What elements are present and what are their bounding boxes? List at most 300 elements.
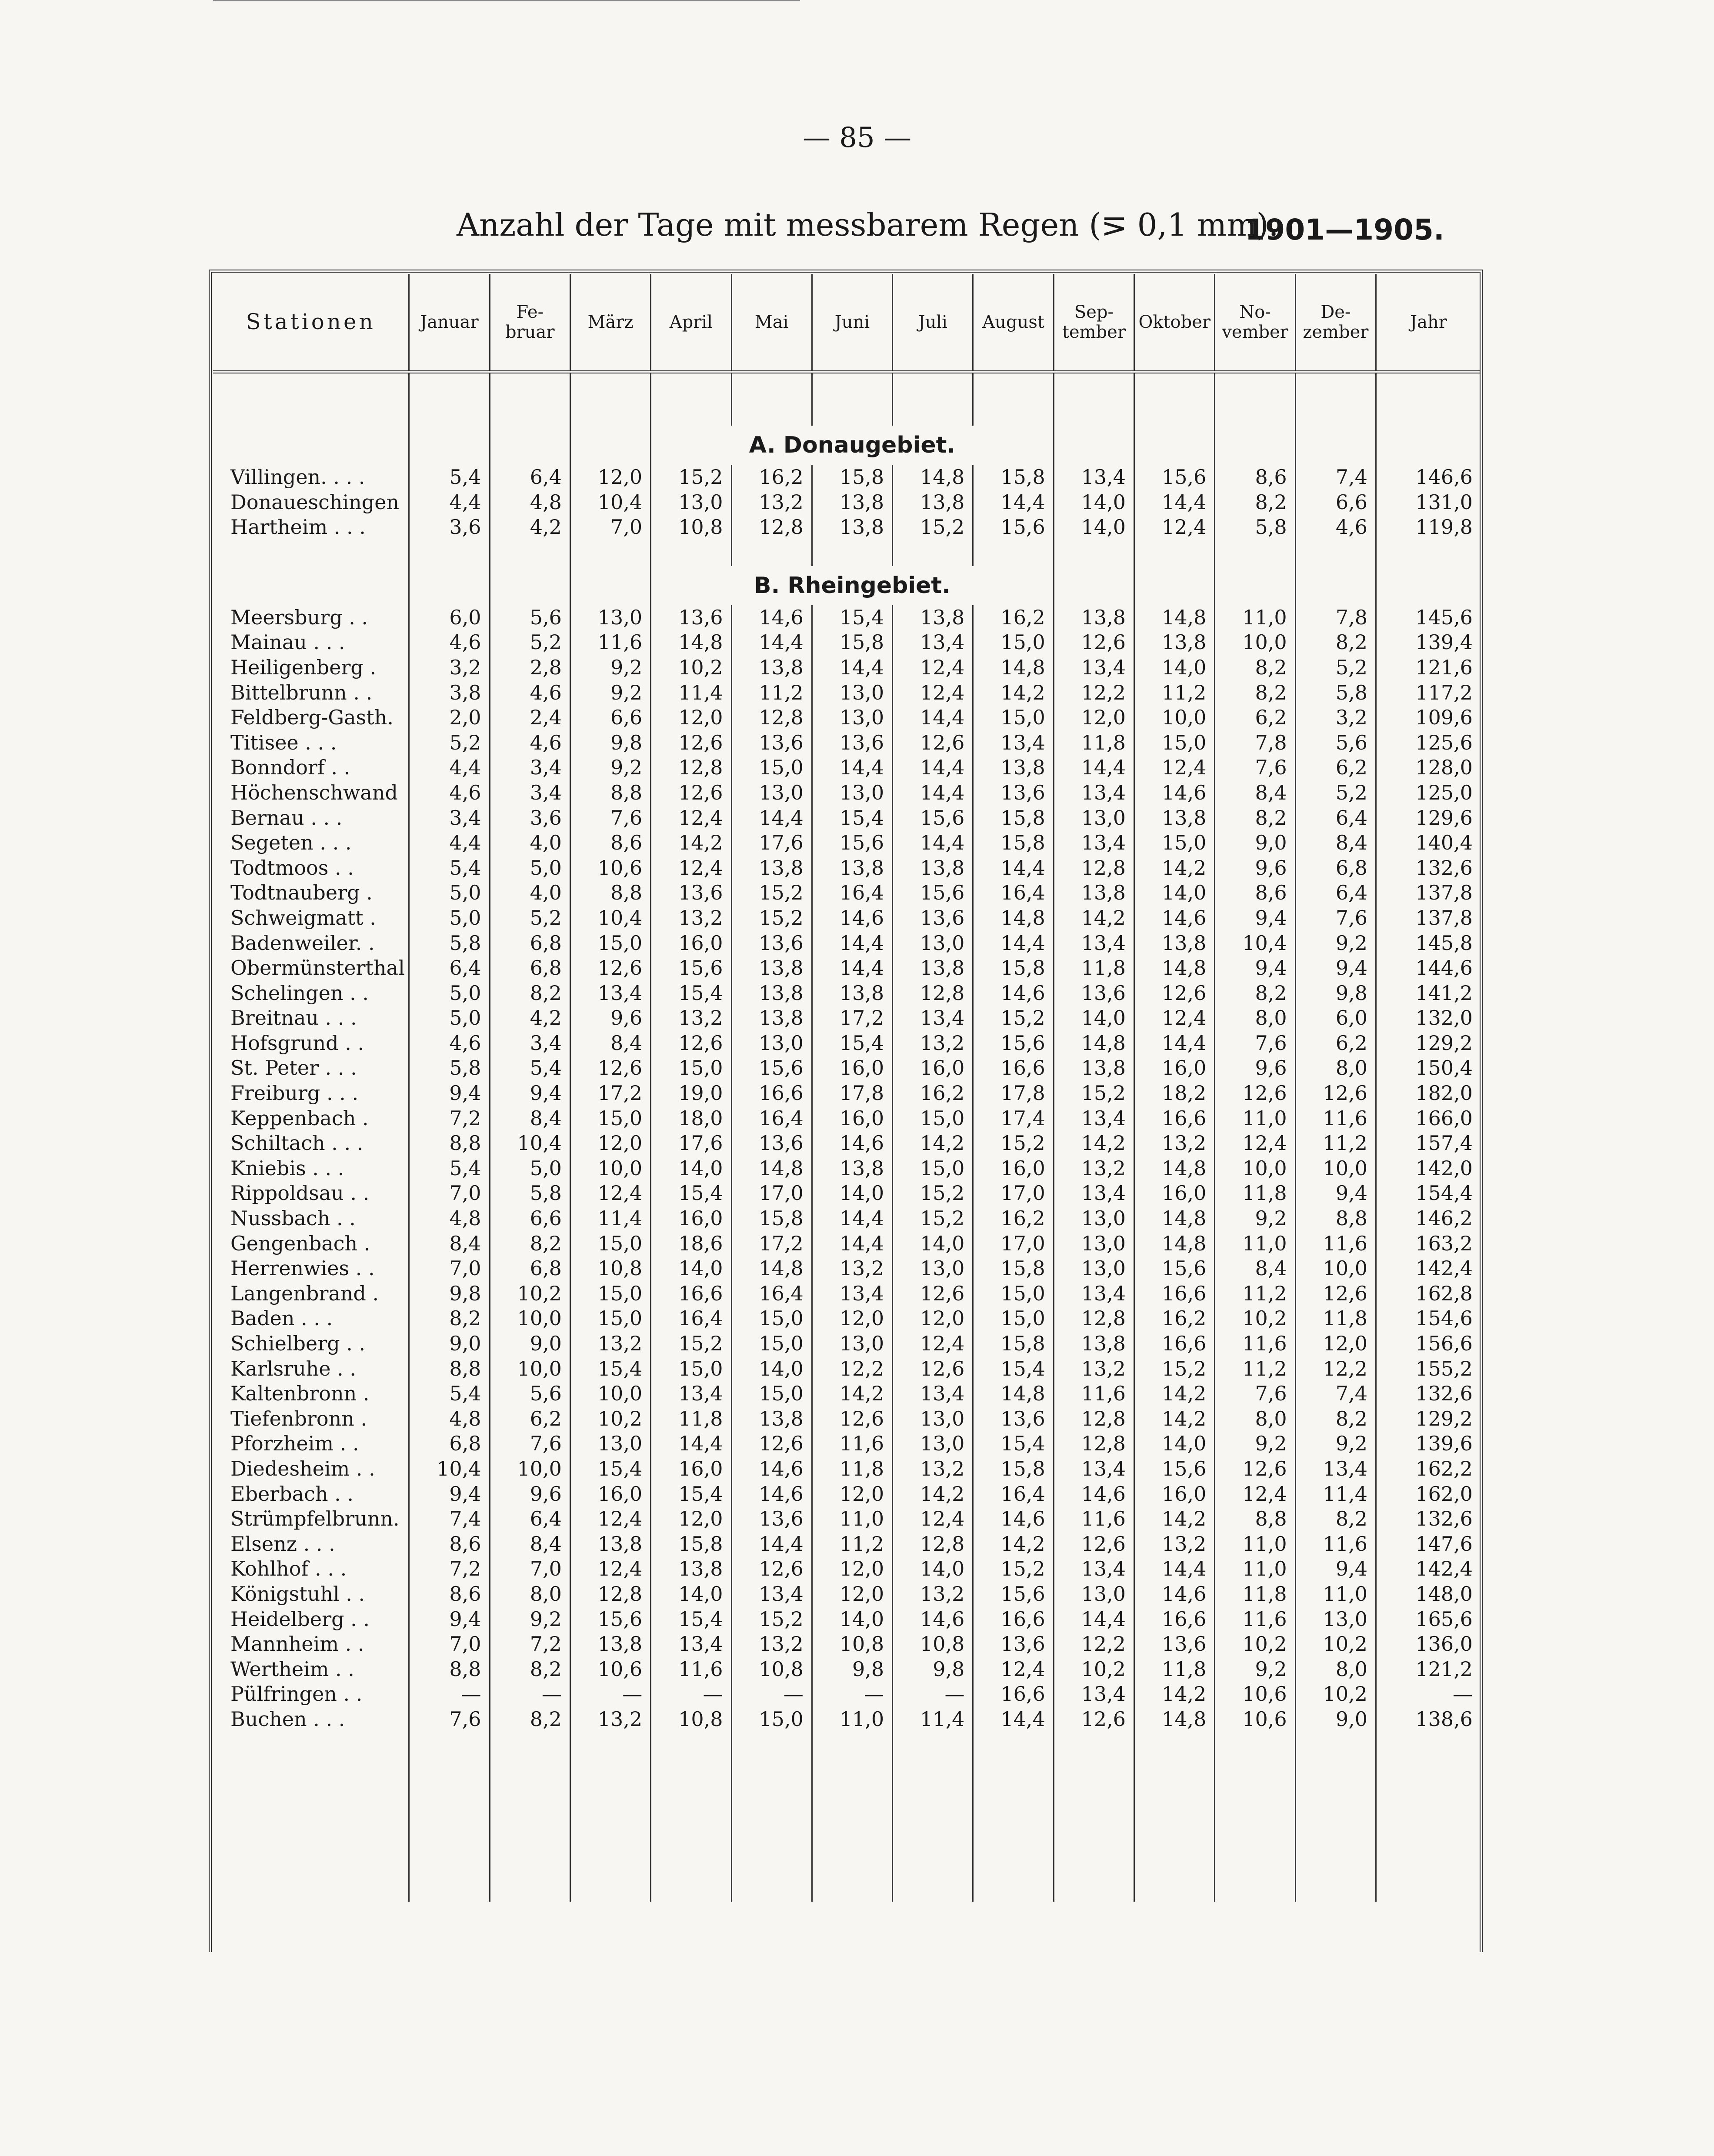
value-cell: 7,6 (1215, 1031, 1295, 1056)
value-cell: 8,2 (490, 981, 570, 1006)
value-cell: 14,4 (812, 655, 892, 680)
table-row (213, 806, 1481, 831)
value-cell: 13,0 (570, 605, 650, 630)
section-spacer-cell (893, 540, 973, 566)
table-row (213, 515, 1481, 540)
value-cell: 162,2 (1415, 1456, 1473, 1480)
value-cell: 12,6 (1295, 1081, 1376, 1106)
value-cell: 17,8 (973, 1081, 1054, 1106)
value-cell: 14,4 (812, 1231, 892, 1256)
value-cell: 10,0 (490, 1306, 570, 1331)
value-cell: 13,4 (893, 1381, 973, 1406)
section-spacer-cell (1215, 372, 1295, 426)
value-cell: 162,0 (1415, 1482, 1473, 1506)
value-cell: 15,0 (651, 1056, 731, 1081)
value-cell: 13,2 (1134, 1131, 1215, 1156)
value-cell: 13,4 (1054, 1106, 1134, 1131)
section-header-cell (1376, 566, 1481, 605)
value-cell: 15,0 (1134, 830, 1215, 856)
value-cell: 6,4 (490, 1506, 570, 1532)
station-name: Segeten . . . (213, 830, 409, 856)
value-cell: 12,6 (1295, 1281, 1376, 1306)
value-cell: 6,4 (1295, 880, 1376, 906)
value-cell: 13,6 (731, 1506, 812, 1532)
section-spacer-cell (1134, 372, 1215, 426)
value-cell: 13,2 (731, 490, 812, 515)
station-name: Strümpfelbrunn. (213, 1506, 409, 1532)
value-cell: 8,2 (409, 1306, 490, 1331)
value-cell: 8,2 (1215, 680, 1295, 706)
value-cell: 15,6 (1134, 465, 1215, 490)
table-fill-cell (409, 1732, 490, 1902)
value-cell: 6,2 (490, 1406, 570, 1432)
value-cell: 11,0 (1295, 1582, 1376, 1607)
station-name: Nussbach . . (213, 1206, 409, 1231)
value-cell: — (409, 1682, 490, 1707)
value-cell: 13,2 (893, 1582, 973, 1607)
section-header-cell (490, 566, 570, 605)
value-cell: 14,2 (1134, 1506, 1215, 1532)
value-cell: 13,8 (1054, 1331, 1134, 1356)
value-cell: 3,4 (490, 755, 570, 780)
value-cell: 18,0 (651, 1106, 731, 1131)
value-cell: 117,2 (1415, 680, 1473, 704)
value-cell: 10,4 (409, 1456, 490, 1482)
value-cell: 11,8 (1215, 1582, 1295, 1607)
value-cell: 11,8 (1295, 1306, 1376, 1331)
value-cell: 4,8 (409, 1206, 490, 1231)
value-cell: 18,2 (1134, 1081, 1215, 1106)
value-cell: 13,0 (570, 1431, 650, 1456)
value-cell: 5,8 (1295, 680, 1376, 706)
value-cell: 12,6 (731, 1431, 812, 1456)
station-name: Wertheim . . (213, 1657, 409, 1682)
value-cell: 10,2 (1054, 1657, 1134, 1682)
value-cell: 13,6 (973, 780, 1054, 806)
station-name: Heiligenberg . (213, 655, 409, 680)
value-cell: 15,0 (973, 630, 1054, 655)
col-header-november-text: No- vember (1222, 302, 1288, 342)
value-cell: 4,4 (409, 830, 490, 856)
value-cell: 13,2 (570, 1707, 650, 1732)
value-cell: 6,2 (1295, 755, 1376, 780)
value-cell: 10,4 (490, 1131, 570, 1156)
col-header-september (1054, 274, 1134, 372)
value-cell: 14,8 (1054, 1031, 1134, 1056)
value-cell: 12,6 (812, 1406, 892, 1432)
value-cell: 129,2 (1415, 1406, 1473, 1430)
value-cell: 15,0 (570, 931, 650, 956)
value-cell: 17,4 (973, 1106, 1054, 1131)
section-header-cell (490, 426, 570, 465)
value-cell: 8,2 (1295, 1506, 1376, 1532)
value-cell: 13,6 (973, 1406, 1054, 1432)
value-cell: 15,2 (973, 1131, 1054, 1156)
value-cell: 11,0 (812, 1506, 892, 1532)
value-cell: 8,6 (570, 830, 650, 856)
value-cell: 139,4 (1415, 630, 1473, 654)
value-cell: 10,0 (570, 1156, 650, 1181)
value-cell: 11,0 (1215, 1231, 1295, 1256)
station-name: Bittelbrunn . . (213, 680, 409, 706)
value-cell: 16,6 (973, 1607, 1054, 1632)
value-cell: 7,4 (1295, 465, 1376, 490)
table-row (213, 1682, 1481, 1707)
col-header-august: August (973, 274, 1054, 372)
table-fill-cell (1295, 1732, 1376, 1902)
section-title: B. Rheingebiet. (754, 572, 951, 599)
value-cell: 12,8 (651, 755, 731, 780)
col-header-jahr: Jahr (1376, 274, 1481, 372)
value-cell: 10,0 (1295, 1156, 1376, 1181)
section-spacer-cell (1054, 540, 1134, 566)
value-cell: 10,0 (570, 1381, 650, 1406)
value-cell: 15,4 (651, 1607, 731, 1632)
value-cell: 14,2 (893, 1482, 973, 1507)
year-range: 1901—1905. (1245, 213, 1444, 247)
value-cell: 14,4 (731, 806, 812, 831)
value-cell: 3,8 (409, 680, 490, 706)
value-cell: — (731, 1682, 812, 1707)
value-cell: 11,2 (1134, 680, 1215, 706)
table-row (213, 730, 1481, 756)
value-cell: 8,0 (1295, 1056, 1376, 1081)
value-cell: 15,4 (651, 1482, 731, 1507)
value-cell: 11,0 (1215, 1532, 1295, 1557)
station-name: Schelingen . . (213, 981, 409, 1006)
value-cell: 3,6 (409, 515, 490, 540)
value-cell: 14,0 (1054, 490, 1134, 515)
value-cell: 13,4 (1054, 830, 1134, 856)
value-cell: 14,4 (812, 956, 892, 981)
value-cell: 13,0 (1295, 1607, 1376, 1632)
value-cell: 15,6 (731, 1056, 812, 1081)
station-name: Herrenwies . . (213, 1256, 409, 1281)
table-fill-cell (973, 1732, 1054, 1902)
value-cell: 13,8 (731, 856, 812, 881)
value-cell: 12,0 (570, 1131, 650, 1156)
value-cell: 14,6 (731, 1482, 812, 1507)
value-cell: 13,8 (1134, 806, 1215, 831)
value-cell: 12,0 (893, 1306, 973, 1331)
value-cell: 16,6 (731, 1081, 812, 1106)
value-cell: 12,8 (893, 981, 973, 1006)
value-cell: 13,4 (1054, 931, 1134, 956)
value-cell: 15,0 (973, 1306, 1054, 1331)
value-cell: 13,6 (973, 1632, 1054, 1657)
station-name: Breitnau . . . (213, 1006, 409, 1031)
value-cell: 13,2 (651, 1006, 731, 1031)
value-cell: 12,6 (1054, 1532, 1134, 1557)
col-header-stationen: Stationen (213, 274, 409, 372)
value-cell: 12,8 (1054, 1431, 1134, 1456)
station-name: Feldberg-Gasth. (213, 705, 409, 730)
table-row (213, 1556, 1481, 1582)
value-cell: 13,0 (812, 1331, 892, 1356)
table-row (213, 1006, 1481, 1031)
table-row (213, 1081, 1481, 1106)
value-cell: 6,8 (1295, 856, 1376, 881)
value-cell: 13,8 (1134, 931, 1215, 956)
value-cell: 12,4 (1215, 1482, 1295, 1507)
value-cell: 13,8 (893, 856, 973, 881)
station-name: Rippoldsau . . (213, 1181, 409, 1206)
value-cell: 13,2 (1134, 1532, 1215, 1557)
value-cell: 14,4 (1134, 490, 1215, 515)
value-cell: 5,8 (490, 1181, 570, 1206)
value-cell: 15,4 (570, 1456, 650, 1482)
table-row (213, 1657, 1481, 1682)
value-cell: 8,4 (490, 1532, 570, 1557)
value-cell: 137,8 (1415, 906, 1473, 930)
value-cell: 14,4 (731, 1532, 812, 1557)
table-row (213, 1306, 1481, 1331)
section-header-cell (973, 426, 1054, 465)
value-cell: 10,2 (1215, 1632, 1295, 1657)
value-cell: 13,2 (812, 1256, 892, 1281)
value-cell: 9,4 (490, 1081, 570, 1106)
value-cell: 9,2 (1215, 1431, 1295, 1456)
value-cell: 10,2 (1295, 1682, 1376, 1707)
value-cell: 14,4 (651, 1431, 731, 1456)
value-cell: 8,4 (1215, 780, 1295, 806)
value-cell: 14,2 (973, 1532, 1054, 1557)
table-row (213, 1456, 1481, 1482)
value-cell: 15,6 (1134, 1456, 1215, 1482)
value-cell: 13,4 (812, 1281, 892, 1306)
value-cell: 6,2 (1295, 1031, 1376, 1056)
value-cell: 10,0 (1215, 1156, 1295, 1181)
value-cell: 6,4 (409, 956, 490, 981)
value-cell: 15,6 (570, 1607, 650, 1632)
value-cell: — (812, 1682, 892, 1707)
value-cell: 13,4 (893, 1006, 973, 1031)
section-header-row (213, 426, 1481, 465)
value-cell: 12,0 (651, 1506, 731, 1532)
value-cell: 7,6 (1215, 1381, 1295, 1406)
value-cell: 14,8 (731, 1156, 812, 1181)
value-cell: 15,2 (973, 1556, 1054, 1582)
section-spacer-cell (213, 372, 409, 426)
value-cell: 13,4 (1054, 1181, 1134, 1206)
value-cell: 12,4 (570, 1181, 650, 1206)
value-cell: 15,0 (973, 1281, 1054, 1306)
table-row (213, 956, 1481, 981)
section-header-cell (1054, 566, 1134, 605)
value-cell: 14,8 (731, 1256, 812, 1281)
value-cell: 14,2 (812, 1381, 892, 1406)
value-cell: 17,2 (731, 1231, 812, 1256)
value-cell: 15,8 (973, 806, 1054, 831)
value-cell: 13,6 (731, 730, 812, 756)
value-cell: 142,0 (1415, 1156, 1473, 1180)
value-cell: 10,0 (490, 1456, 570, 1482)
value-cell: 8,4 (1215, 1256, 1295, 1281)
value-cell: 9,4 (1215, 906, 1295, 931)
value-cell: 13,0 (812, 680, 892, 706)
value-cell: 4,6 (490, 680, 570, 706)
value-cell: 119,8 (1415, 515, 1473, 539)
value-cell: 15,8 (731, 1206, 812, 1231)
value-cell: 15,4 (973, 1356, 1054, 1382)
value-cell: 8,2 (1215, 490, 1295, 515)
value-cell: 5,8 (409, 1056, 490, 1081)
value-cell: 16,4 (651, 1306, 731, 1331)
station-name: Badenweiler. . (213, 931, 409, 956)
value-cell: 13,4 (1054, 465, 1134, 490)
value-cell: 16,4 (731, 1106, 812, 1131)
value-cell: 139,6 (1415, 1432, 1473, 1456)
value-cell: 14,0 (893, 1231, 973, 1256)
value-cell: 11,0 (1215, 1556, 1295, 1582)
section-spacer-cell (731, 372, 812, 426)
value-cell: 14,0 (651, 1582, 731, 1607)
section-spacer-cell (1376, 540, 1481, 566)
value-cell: 14,0 (1134, 655, 1215, 680)
value-cell: 6,8 (490, 956, 570, 981)
station-name: Mainau . . . (213, 630, 409, 655)
value-cell: 6,8 (490, 931, 570, 956)
station-name: Hofsgrund . . (213, 1031, 409, 1056)
value-cell: 12,2 (1295, 1356, 1376, 1382)
value-cell: 7,2 (409, 1106, 490, 1131)
value-cell: 5,2 (490, 906, 570, 931)
value-cell: 11,8 (1054, 956, 1134, 981)
value-cell: 15,6 (973, 1582, 1054, 1607)
value-cell: 8,2 (490, 1657, 570, 1682)
value-cell: 11,6 (1215, 1607, 1295, 1632)
value-cell: 154,6 (1415, 1306, 1473, 1330)
value-cell: 14,0 (1134, 880, 1215, 906)
table-row (213, 630, 1481, 655)
value-cell: 15,2 (1054, 1081, 1134, 1106)
value-cell: 5,6 (1295, 730, 1376, 756)
value-cell: 14,6 (1134, 1582, 1215, 1607)
value-cell: 13,8 (812, 856, 892, 881)
value-cell: 10,6 (570, 856, 650, 881)
value-cell: 9,8 (1295, 981, 1376, 1006)
section-header-cell (651, 566, 731, 605)
value-cell: 10,8 (570, 1256, 650, 1281)
value-cell: 14,4 (812, 1206, 892, 1231)
value-cell: 12,4 (893, 1506, 973, 1532)
value-cell: 15,2 (731, 906, 812, 931)
station-name: Donaueschingen (213, 490, 409, 515)
value-cell: 9,6 (490, 1482, 570, 1507)
value-cell: 5,4 (409, 856, 490, 881)
value-cell: 4,6 (1295, 515, 1376, 540)
value-cell: 9,0 (1215, 830, 1295, 856)
value-cell: 4,2 (490, 515, 570, 540)
value-cell: 13,0 (812, 705, 892, 730)
value-cell: 109,6 (1415, 706, 1473, 730)
station-name: Königstuhl . . (213, 1582, 409, 1607)
value-cell: 12,6 (651, 730, 731, 756)
section-header-cell (1295, 426, 1376, 465)
value-cell: 12,2 (812, 1356, 892, 1382)
value-cell: 8,2 (1215, 655, 1295, 680)
value-cell: 129,2 (1415, 1031, 1473, 1055)
value-cell: 15,4 (812, 605, 892, 630)
value-cell: 13,4 (1295, 1456, 1376, 1482)
value-cell: 15,0 (893, 1106, 973, 1131)
value-cell: 128,0 (1415, 756, 1473, 780)
value-cell: 4,4 (409, 755, 490, 780)
table-row (213, 490, 1481, 515)
value-cell: 9,2 (570, 680, 650, 706)
value-cell: 145,6 (1415, 605, 1473, 629)
table-row (213, 830, 1481, 856)
value-cell: 13,0 (893, 931, 973, 956)
value-cell: 5,0 (490, 1156, 570, 1181)
value-cell: 8,0 (490, 1582, 570, 1607)
value-cell: 3,4 (490, 780, 570, 806)
value-cell: 15,6 (893, 806, 973, 831)
value-cell: 9,2 (570, 755, 650, 780)
value-cell: 13,6 (893, 906, 973, 931)
value-cell: 5,4 (409, 1156, 490, 1181)
value-cell: 7,0 (409, 1256, 490, 1281)
value-cell: 10,2 (1295, 1632, 1376, 1657)
table-row (213, 1106, 1481, 1131)
value-cell: 14,8 (973, 1381, 1054, 1406)
value-cell: 182,0 (1415, 1081, 1473, 1105)
value-cell: 14,0 (893, 1556, 973, 1582)
value-cell: 9,0 (490, 1331, 570, 1356)
value-cell: 13,4 (570, 981, 650, 1006)
value-cell: 13,0 (1054, 1231, 1134, 1256)
value-cell: 12,2 (1054, 680, 1134, 706)
value-cell: 14,4 (973, 931, 1054, 956)
value-cell: 8,0 (1215, 1006, 1295, 1031)
value-cell: 5,2 (1295, 655, 1376, 680)
value-cell: 14,6 (812, 906, 892, 931)
table-row (213, 780, 1481, 806)
value-cell: 8,6 (1215, 465, 1295, 490)
value-cell: 14,6 (812, 1131, 892, 1156)
value-cell: 12,6 (731, 1556, 812, 1582)
value-cell: 9,8 (893, 1657, 973, 1682)
value-cell: 16,4 (973, 880, 1054, 906)
value-cell: 14,8 (1134, 1206, 1215, 1231)
value-cell: 12,4 (570, 1556, 650, 1582)
table-fill-cell (490, 1732, 570, 1902)
value-cell: 8,8 (409, 1131, 490, 1156)
section-header-cell (1134, 566, 1215, 605)
value-cell: 12,0 (651, 705, 731, 730)
value-cell: 166,0 (1415, 1106, 1473, 1130)
value-cell: 14,0 (812, 1607, 892, 1632)
value-cell: 3,2 (1295, 705, 1376, 730)
section-spacer-cell (1295, 372, 1376, 426)
value-cell: 15,0 (570, 1306, 650, 1331)
value-cell: 7,6 (1215, 755, 1295, 780)
value-cell: 165,6 (1415, 1607, 1473, 1631)
value-cell: 7,0 (409, 1632, 490, 1657)
value-cell: 10,2 (651, 655, 731, 680)
value-cell: 13,8 (973, 755, 1054, 780)
value-cell: 16,0 (1134, 1181, 1215, 1206)
value-cell: 16,0 (651, 931, 731, 956)
value-cell: 14,6 (893, 1607, 973, 1632)
value-cell: 2,0 (409, 705, 490, 730)
value-cell: 13,8 (731, 981, 812, 1006)
value-cell: 10,6 (1215, 1707, 1295, 1732)
section-spacer-cell (1054, 372, 1134, 426)
value-cell: 142,4 (1415, 1557, 1473, 1581)
section-header-cell (1295, 566, 1376, 605)
section-spacer-cell (409, 372, 490, 426)
